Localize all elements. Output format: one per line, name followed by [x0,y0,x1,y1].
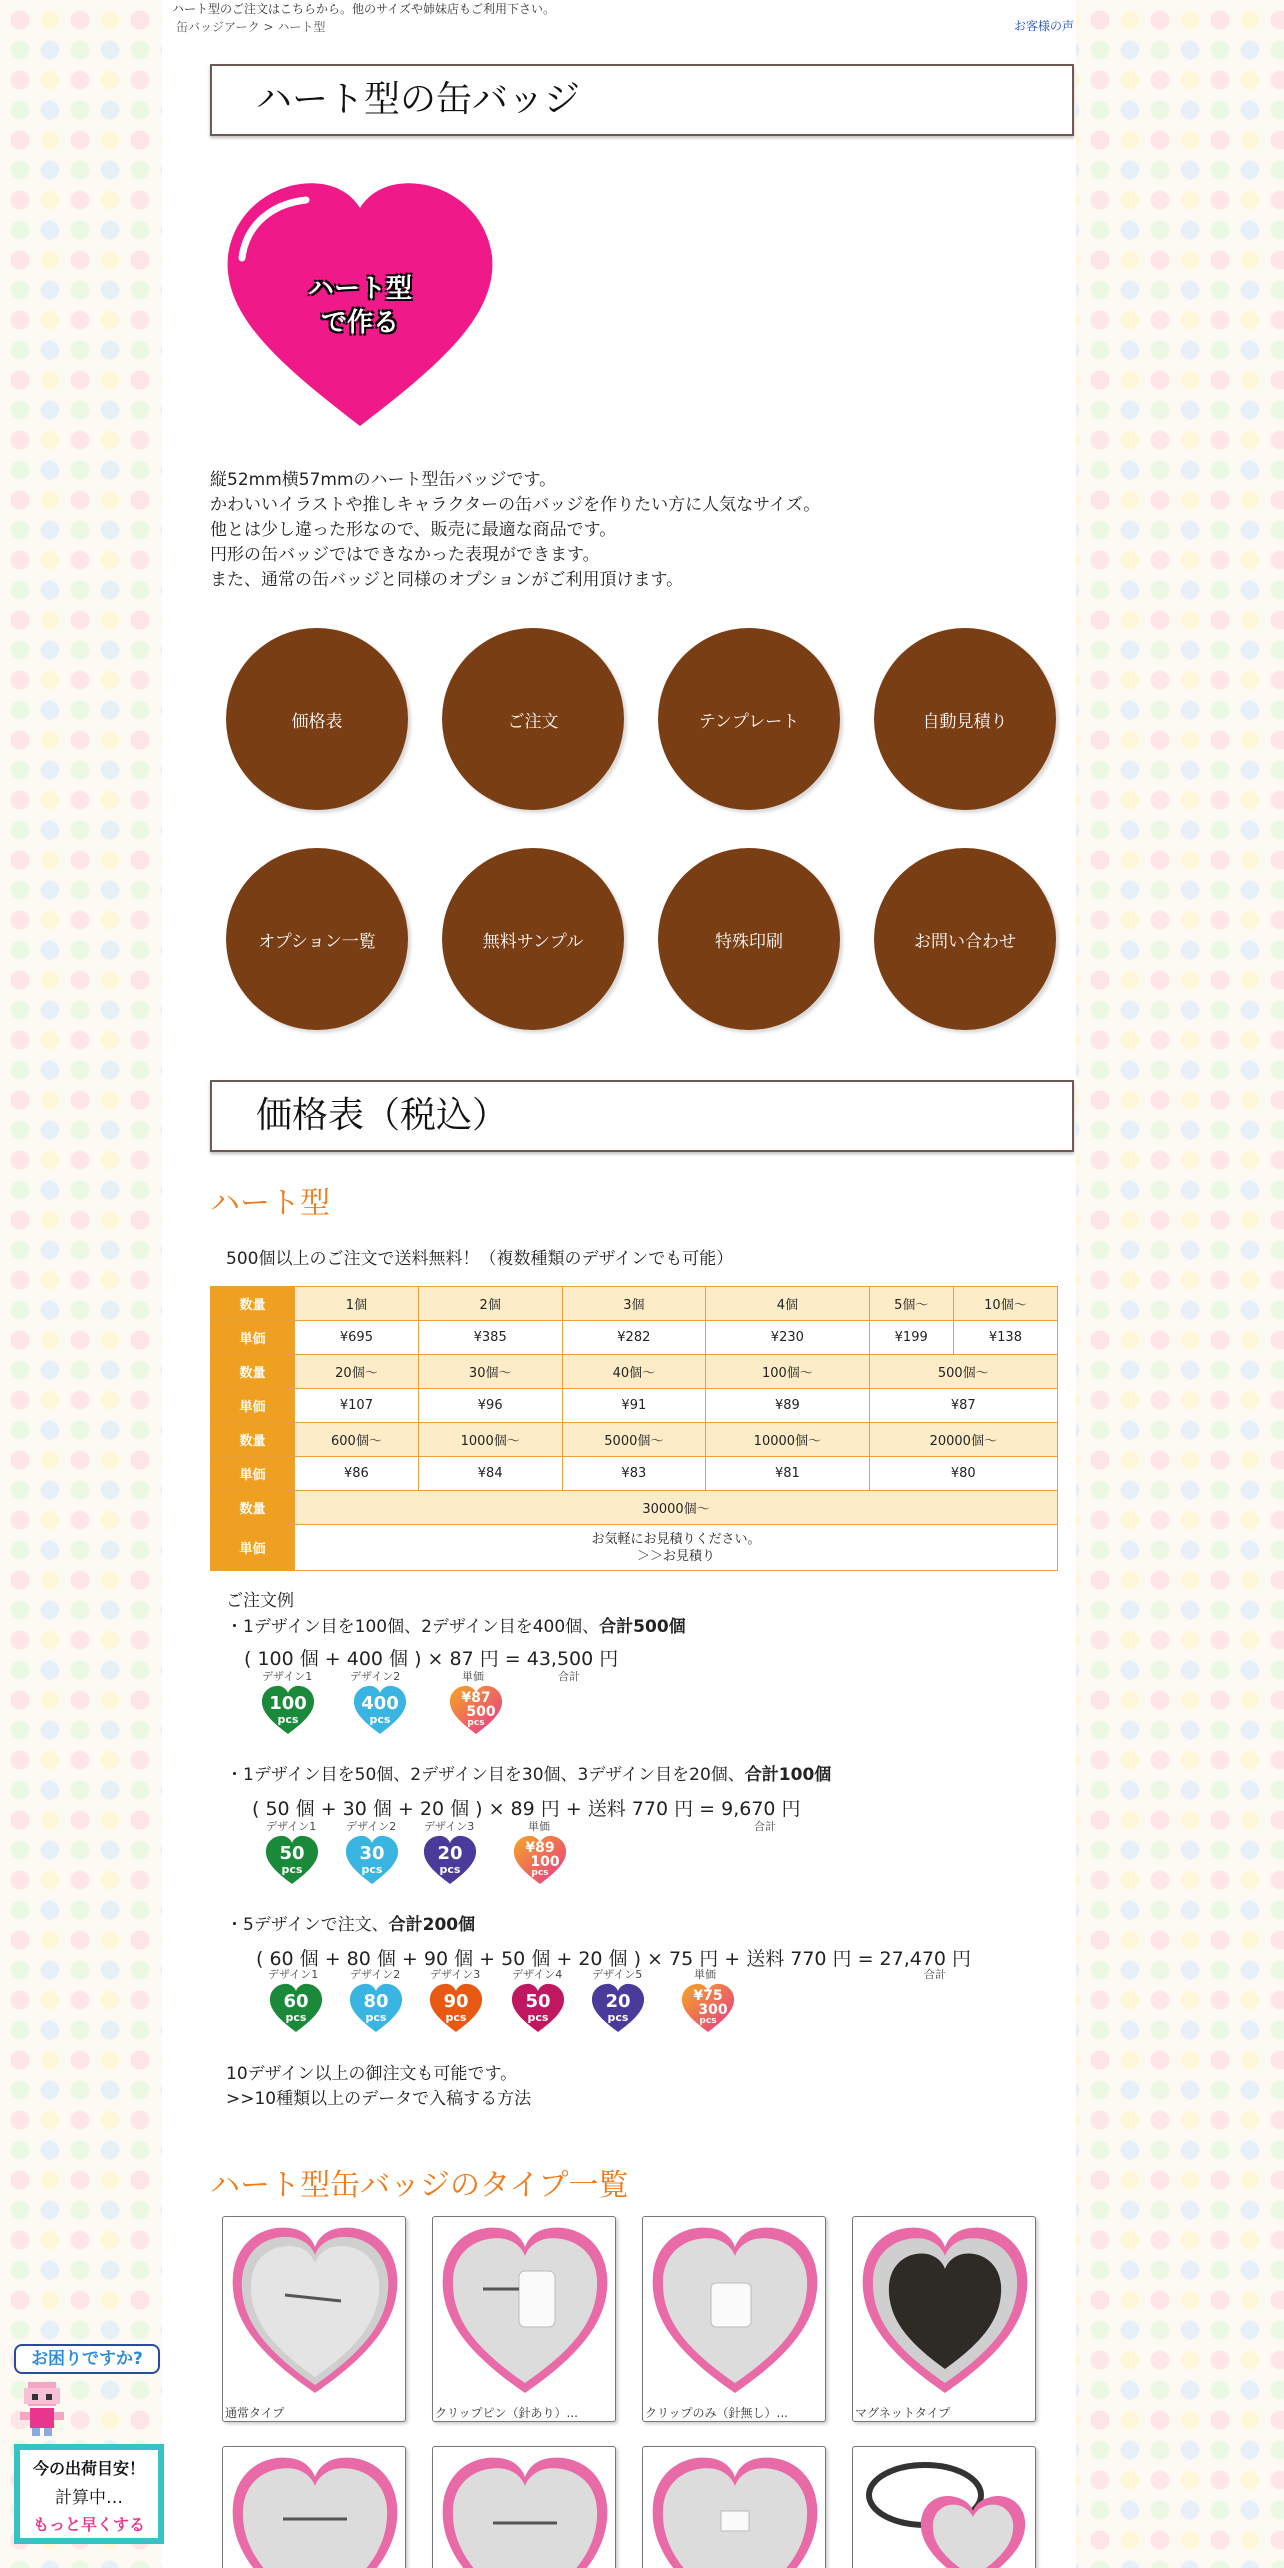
design-label: デザイン1 [268,1968,319,1981]
table-cell: ¥86 [295,1457,419,1491]
badge-unit: pcs [281,1863,303,1876]
intro-line: 円形の缶バッジではできなかった表現ができます。 [210,545,600,565]
badge-count: 60 [283,1991,309,2012]
badge-unit: pcs [365,2011,387,2024]
estimate-status: 計算中… [55,2488,123,2508]
total-label: 合計 [924,1968,946,1981]
intro-line: 縦52mm横57mmのハート型缶バッジです。 [210,470,557,490]
top-note: ハート型のご注文はこちらから。他のサイズや姉妹店もご利用下さい。 [172,2,556,16]
table-cell: ¥87 [869,1389,1057,1423]
table-cell: 2個 [418,1287,562,1321]
intro-text [210,468,820,593]
estimate-cell [295,1525,1058,1571]
heart-badge-back-image [223,2447,406,2568]
unit-label: 単価 [211,1389,295,1423]
type-card[interactable] [222,2446,406,2568]
hero-label-line1: ハート型 [307,274,412,304]
design-label: デザイン2 [350,1968,401,1981]
breadcrumb[interactable]: 缶バッジアーク > ハート型 [176,20,326,34]
heart-badge-clip-image [643,2217,826,2403]
price-table [210,1286,1058,1571]
example-1-formula: ( 100 個 + 400 個 ) × 87 円 = 43,500 円 [244,1648,619,1670]
table-cell: 4個 [706,1287,869,1321]
table-cell: 5000個～ [562,1423,706,1457]
table-cell: ¥96 [418,1389,562,1423]
type-card-caption: マグネットタイプ [855,2406,951,2420]
customer-voice-link[interactable]: お客様の声 [1014,19,1075,33]
table-row [211,1525,1058,1571]
badge-count: 20 [437,1843,463,1864]
table-cell: 5個～ [869,1287,953,1321]
badge-price: ¥75 [693,1988,723,2004]
table-cell: ¥138 [953,1321,1057,1355]
total-label: 合計 [558,1670,580,1683]
table-cell: ¥91 [562,1389,706,1423]
badge-count: 400 [361,1693,399,1714]
badge-unit: pcs [527,2011,549,2024]
table-cell: ¥199 [869,1321,953,1355]
types-title: ハート型缶バッジのタイプ一覧 [210,2168,629,2203]
table-cell: 600個～ [295,1423,419,1457]
type-card[interactable] [852,2446,1036,2568]
total-label: 合計 [754,1820,776,1833]
badge-unit: pcs [439,1863,461,1876]
table-row [211,1423,1058,1457]
unit-label: 単価 [211,1457,295,1491]
unit-price-label: 単価 [528,1820,550,1833]
table-cell: ¥282 [562,1321,706,1355]
nav-special-print[interactable]: 特殊印刷 [658,848,840,1030]
design-label: デザイン1 [266,1820,317,1833]
shipping-note: 500個以上のご注文で送料無料！（複数種類のデザインでも可能） [226,1249,734,1269]
table-cell: 30000個～ [295,1491,1058,1525]
example-text: ・1デザイン目を50個、2デザイン目を30個、3デザイン目を20個、 [226,1765,745,1785]
badge-count: 50 [525,1991,551,2012]
quantity-heart-badge [264,1834,320,1886]
design-label: デザイン2 [346,1820,397,1833]
quantity-heart-badge [344,1834,400,1886]
example-3-formula: ( 60 個 + 80 個 + 90 個 + 50 個 + 20 個 ) × 75 円 + 送料 770 円 = 27,470 円 [256,1948,972,1970]
table-cell: 20個～ [295,1355,419,1389]
shipping-estimate-widget[interactable] [14,2444,164,2544]
badge-count: 90 [443,1991,469,2012]
table-cell: ¥84 [418,1457,562,1491]
table-row [211,1457,1058,1491]
nav-contact[interactable]: お問い合わせ [874,848,1056,1030]
quantity-heart-badge [260,1684,316,1736]
more-designs-link[interactable]: >>10種類以上のデータで入稿する方法 [226,2089,532,2109]
table-cell: 500個～ [869,1355,1057,1389]
nav-options[interactable]: オプション一覧 [226,848,408,1030]
qty-label: 数量 [211,1491,295,1525]
type-card[interactable] [642,2446,826,2568]
qty-label: 数量 [211,1287,295,1321]
heart-badge-hair-tie-image [853,2447,1036,2568]
table-row [211,1321,1058,1355]
estimate-link[interactable]: ＞＞お見積り [636,1548,715,1564]
example-2-text [226,1762,831,1788]
heart-badge-clip-pin-image [433,2217,616,2403]
badge-unit: pcs [277,1713,299,1726]
table-cell: 20000個～ [869,1423,1057,1457]
badge-unit: pcs [445,2011,467,2024]
heart-badge-back-image [223,2217,406,2403]
speed-up-link[interactable]: もっと早くする [32,2515,145,2534]
heart-badge-back-image [643,2447,826,2568]
quantity-heart-badge [422,1834,478,1886]
table-row [211,1287,1058,1321]
price-heart-badge [512,1834,568,1886]
badge-unit: pcs [467,1718,485,1728]
table-cell: 10000個～ [706,1423,869,1457]
nav-order[interactable]: ご注文 [442,628,624,810]
badge-count: 300 [698,2002,728,2018]
unit-price-label: 単価 [694,1968,716,1981]
page-title: ハート型の缶バッジ [210,64,1074,136]
quantity-heart-badge [352,1684,408,1736]
type-card[interactable] [432,2446,616,2568]
quantity-heart-badge [510,1982,566,2034]
unit-label: 単価 [211,1321,295,1355]
table-cell: 10個～ [953,1287,1057,1321]
hero-label-line2: で作る [320,308,399,338]
design-label: デザイン2 [350,1670,401,1683]
hero-heart-image [222,176,498,432]
estimate-title: 今の出荷目安！ [32,2459,145,2478]
table-cell: 40個～ [562,1355,706,1389]
badge-count: 500 [466,1704,496,1720]
badge-unit: pcs [531,1868,549,1878]
example-3-text [226,1912,475,1938]
more-designs-note [226,2062,531,2112]
nav-price-table[interactable]: 価格表 [226,628,408,810]
design-label: デザイン4 [512,1968,563,1981]
price-heart-badge [680,1982,736,2034]
badge-price: ¥89 [525,1840,555,1856]
price-subtitle: ハート型 [210,1186,330,1221]
example-text: ・1デザイン目を100個、2デザイン目を400個、 [226,1617,600,1637]
type-card-caption: クリップのみ（針無し）... [645,2406,788,2420]
example-1-text [226,1614,686,1640]
example-total: 合計500個 [599,1617,686,1637]
table-row [211,1355,1058,1389]
quantity-heart-badge [590,1982,646,2034]
type-card-normal[interactable] [222,2216,406,2422]
badge-unit: pcs [369,1713,391,1726]
badge-unit: pcs [285,2011,307,2024]
quantity-heart-badge [348,1982,404,2034]
nav-template[interactable]: テンプレート [658,628,840,810]
table-cell: ¥230 [706,1321,869,1355]
example-text: ・5デザインで注文、 [226,1915,389,1935]
table-cell: ¥385 [418,1321,562,1355]
design-label: デザイン1 [262,1670,313,1683]
badge-count: 80 [363,1991,389,2012]
mascot-icon [14,2378,70,2438]
pixel-mascot-icon [14,2378,70,2438]
nav-free-sample[interactable]: 無料サンプル [442,848,624,1030]
table-cell: 100個～ [706,1355,869,1389]
table-cell: ¥83 [562,1457,706,1491]
qty-label: 数量 [211,1423,295,1457]
design-label: デザイン5 [592,1968,643,1981]
example-total: 合計200個 [388,1915,476,1935]
design-label: デザイン3 [430,1968,481,1981]
table-cell: ¥107 [295,1389,419,1423]
table-row [211,1491,1058,1525]
table-cell: ¥80 [869,1457,1057,1491]
examples-heading: ご注文例 [226,1591,294,1611]
table-cell: ¥695 [295,1321,419,1355]
badge-unit: pcs [699,2016,717,2026]
type-card-clip-pin[interactable] [432,2216,616,2422]
table-row [211,1389,1058,1423]
badge-count: 100 [530,1854,560,1870]
table-cell: 1個 [295,1287,419,1321]
design-label: デザイン3 [424,1820,475,1833]
example-total: 合計100個 [744,1765,832,1785]
quantity-heart-badge [268,1982,324,2034]
type-card-magnet[interactable] [852,2216,1036,2422]
qty-label: 数量 [211,1355,295,1389]
quantity-heart-badge [428,1982,484,2034]
heart-badge-back-image [433,2447,616,2568]
hero-heart-label [222,272,498,340]
unit-price-label: 単価 [462,1670,484,1683]
type-card-caption: クリップピン（針あり）... [435,2406,578,2420]
heart-badge-magnet-image [853,2217,1036,2403]
table-cell: 1000個～ [418,1423,562,1457]
badge-unit: pcs [607,2011,629,2024]
type-card-caption: 通常タイプ [225,2406,285,2420]
unit-label: 単価 [211,1525,295,1571]
intro-line: 他とは少し違った形なので、販売に最適な商品です。 [210,520,617,540]
badge-count: 100 [269,1693,307,1714]
table-cell: ¥89 [706,1389,869,1423]
badge-count: 50 [279,1843,305,1864]
intro-line: また、通常の缶バッジと同様のオプションがご利用頂けます。 [210,570,684,590]
table-cell: ¥81 [706,1457,869,1491]
price-section-title: 価格表（税込） [210,1080,1074,1152]
table-cell: 30個～ [418,1355,562,1389]
nav-auto-estimate[interactable]: 自動見積り [874,628,1056,810]
badge-price: ¥87 [461,1690,491,1706]
estimate-note: お気軽にお見積りください。 [591,1531,761,1547]
type-card-clip-only[interactable] [642,2216,826,2422]
help-bubble[interactable]: お困りですか? [14,2344,160,2374]
badge-count: 30 [359,1843,385,1864]
intro-line: かわいいイラストや推しキャラクターの缶バッジを作りたい方に人気なサイズ。 [210,495,821,515]
example-2-formula: ( 50 個 + 30 個 + 20 個 ) × 89 円 + 送料 770 円 = 9,670 円 [252,1798,801,1820]
more-designs-text: 10デザイン以上の御注文も可能です。 [226,2064,518,2084]
badge-unit: pcs [361,1863,383,1876]
price-heart-badge [448,1684,504,1736]
table-cell: 3個 [562,1287,706,1321]
badge-count: 20 [605,1991,631,2012]
